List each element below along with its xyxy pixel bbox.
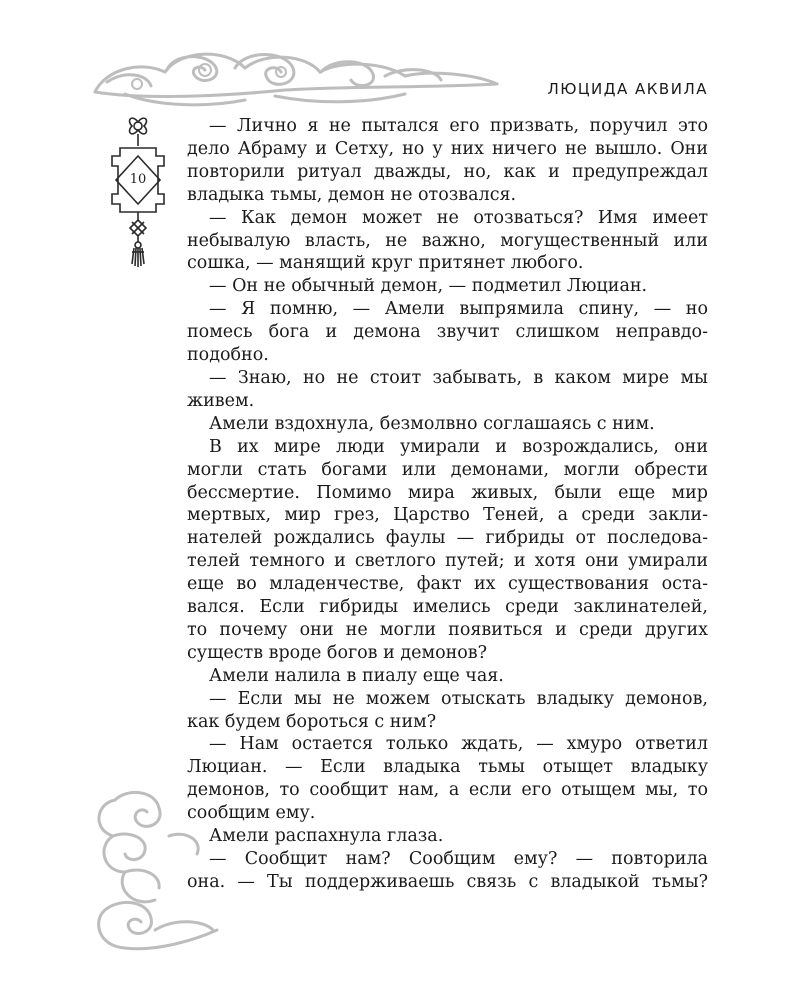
- text-line: живем.: [187, 390, 255, 411]
- text-line: повторили ритуал дважды, но, как и предупреждал: [187, 161, 708, 182]
- text-line: помесь бога и демона звучит слишком неправдо-: [187, 322, 708, 343]
- text-line: вался. Если гибриды имелись среди заклинателей,: [187, 597, 708, 618]
- text-line: демонов, то сообщит нам, а если его отыщем мы, то: [187, 780, 708, 801]
- text-line: мертвых, мир грез, Царство Теней, а среди закли-: [187, 505, 708, 526]
- text-line: Амели налила в пиалу еще чая.: [209, 665, 504, 686]
- text-line: — Сообщит нам? Сообщим ему? — повторила: [209, 849, 708, 869]
- text-line: то почему они не могли появиться и среди других: [187, 619, 708, 640]
- text-line: — Нам остается только ждать, — хмуро ответил: [209, 734, 708, 755]
- text-line: Люциан. — Если владыка тьмы отыщет владыку: [187, 757, 708, 778]
- text-line: бессмертие. Помимо мира живых, были еще мир: [187, 482, 708, 503]
- running-header-title: ЛЮЦИДА АКВИЛА: [547, 80, 708, 98]
- text-line: В их мире люди умирали и возрождались, они: [209, 436, 708, 457]
- text-line: могли стать богами или демонами, могли обрести: [187, 459, 708, 480]
- text-line: — Как демон может не отозваться? Имя имеет: [209, 207, 708, 228]
- text-line: — Знаю, но не стоит забывать, в каком мире мы: [209, 367, 708, 388]
- text-line: существ вроде богов и демонов?: [187, 642, 488, 663]
- text-line: нателей рождались фаулы — гибриды от последова-: [187, 528, 708, 549]
- text-line: сошка, — манящий круг притянет любого.: [187, 253, 584, 274]
- text-line: подобно.: [187, 345, 269, 366]
- text-line: как будем бороться с ним?: [187, 711, 437, 732]
- text-line: Амели распахнула глаза.: [209, 826, 444, 847]
- text-line: владыка тьмы, демон не отозвался.: [187, 184, 517, 205]
- text-line: — Я помню, — Амели выпрямила спину, — но: [209, 299, 708, 320]
- text-line: телей темного и светлого путей; и хотя они умирали: [187, 551, 708, 572]
- top-cloud-ornament-icon: [85, 30, 505, 115]
- text-line: дело Абраму и Сетху, но у них ничего не вышло. Они: [187, 138, 708, 159]
- page-number: 10: [129, 172, 147, 187]
- text-line: она. — Ты поддерживаешь связь с владыкой тьмы?: [187, 871, 708, 892]
- text-line: небывалую власть, не важно, могущественный или: [187, 230, 708, 251]
- knot-pendant-icon: [98, 112, 178, 272]
- text-line: Амели вздохнула, безмолвно соглашаясь с ним.: [209, 413, 655, 434]
- text-line: — Он не обычный демон, — подметил Люциан.: [209, 276, 648, 297]
- text-line: еще во младенчестве, факт их существования оста-: [187, 574, 708, 595]
- text-line: — Если мы не можем отыскать владыку демонов,: [209, 688, 708, 709]
- body-text: [187, 115, 708, 894]
- text-line: сообщим ему.: [187, 803, 316, 824]
- text-line: — Лично я не пытался его призвать, поручил это: [209, 116, 708, 136]
